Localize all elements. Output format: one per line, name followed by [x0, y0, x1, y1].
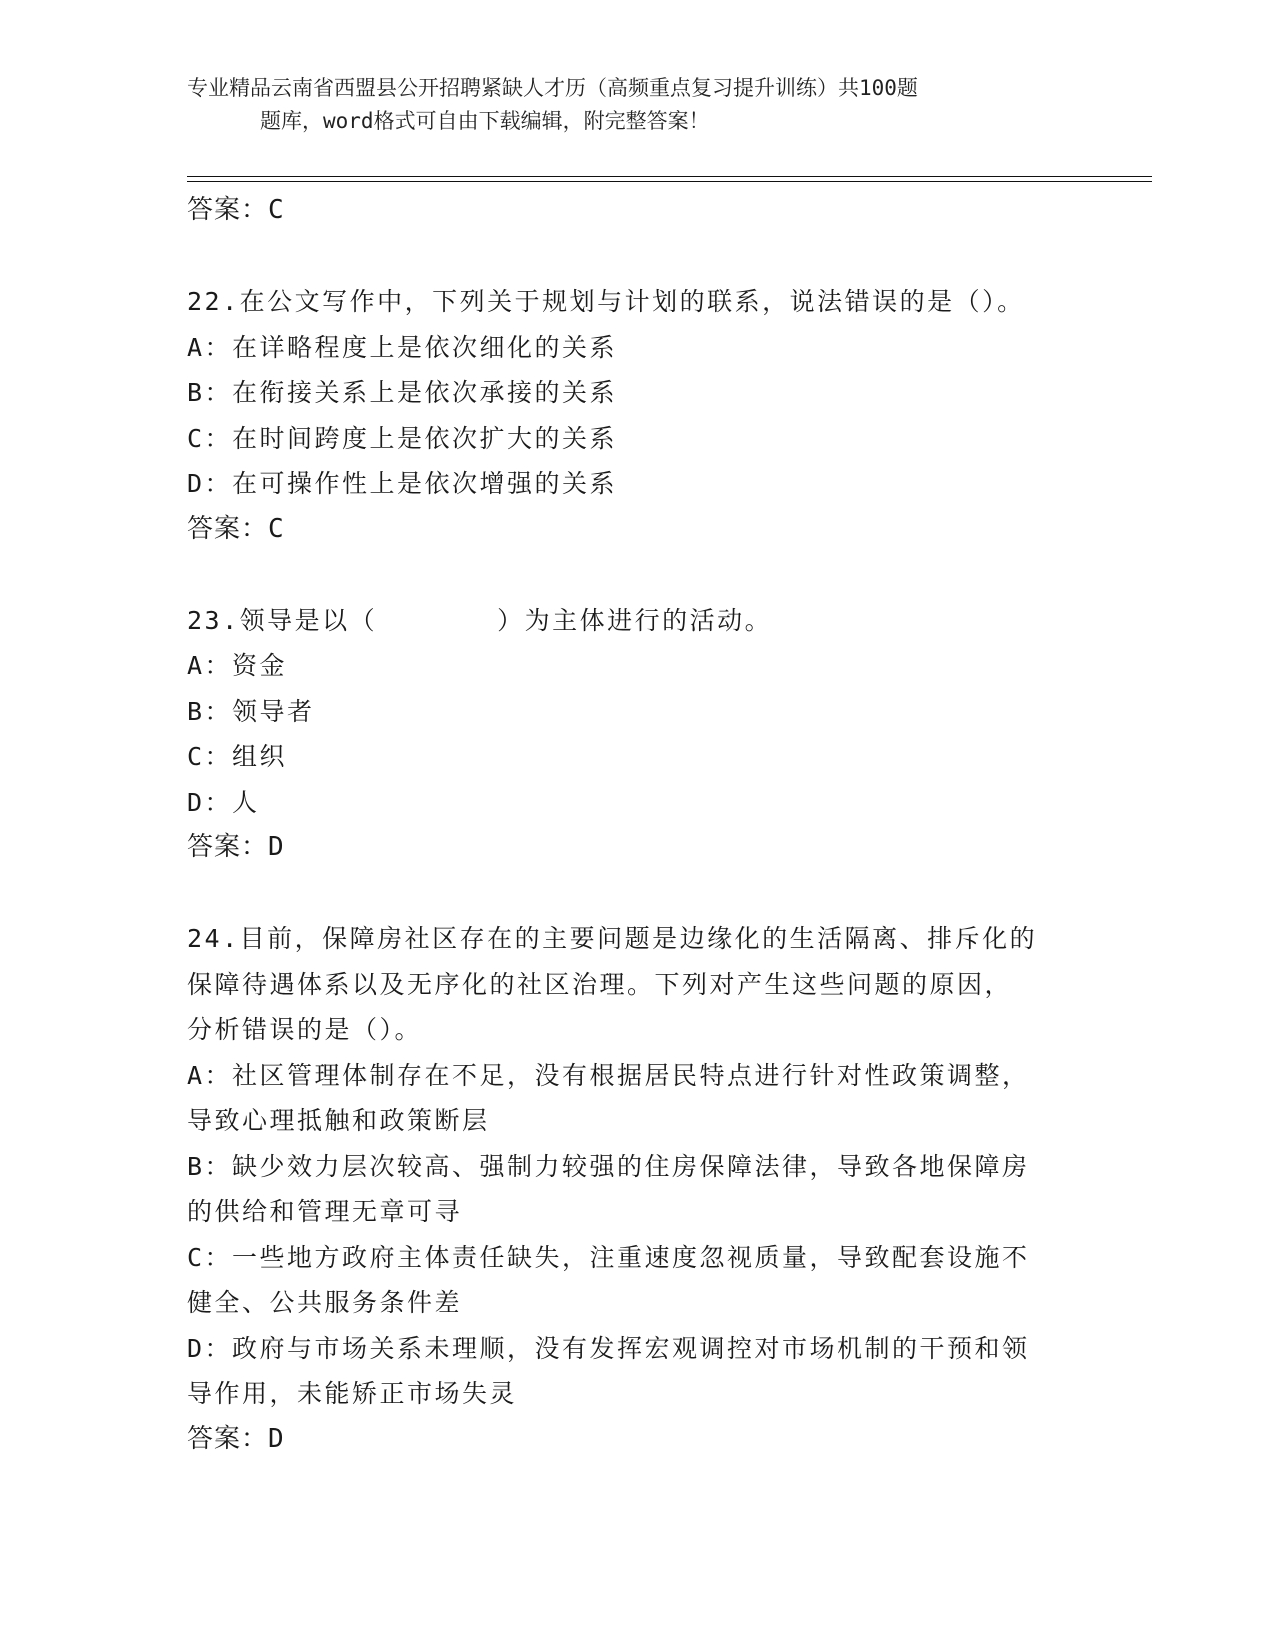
- answer-value: D: [268, 1423, 285, 1454]
- option-c-line-1: C：一些地方政府主体责任缺失，注重速度忽视质量，导致配套设施不: [187, 1242, 1030, 1272]
- question-stem-line-2: 保障待遇体系以及无序化的社区治理。下列对产生这些问题的原因，: [187, 969, 1013, 999]
- option-c: C：在时间跨度上是依次扩大的关系: [187, 423, 618, 453]
- header-divider-top: [187, 176, 1152, 177]
- header-title-line-1: 专业精品云南省西盟县公开招聘紧缺人才历（高频重点复习提升训练）共100题: [187, 76, 918, 100]
- option-a: A：在详略程度上是依次细化的关系: [187, 332, 618, 362]
- answer-line-prev: [187, 188, 1087, 234]
- question-stem: [187, 598, 1087, 644]
- option-a-line-2: 导致心理抵触和政策断层: [187, 1106, 490, 1135]
- answer-label: 答案：: [187, 1423, 269, 1454]
- question-stem-start: 23.领导是以（: [187, 605, 378, 635]
- question-stem-line-1: 24.目前，保障房社区存在的主要问题是边缘化的生活隔离、排斥化的: [187, 924, 1038, 953]
- option-a-line-1: A：社区管理体制存在不足，没有根据居民特点进行针对性政策调整，: [187, 1060, 1030, 1090]
- question-24: [187, 916, 1087, 1462]
- spacer: [187, 871, 1087, 917]
- option-d: D：在可操作性上是依次增强的关系: [187, 469, 618, 498]
- question-stem: 22.在公文写作中，下列关于规划与计划的联系，说法错误的是（）。: [187, 287, 1025, 316]
- header-divider-bottom: [187, 181, 1152, 182]
- option-b: B：领导者: [187, 696, 315, 726]
- question-stem-line-3: 分析错误的是（）。: [187, 1015, 423, 1044]
- question-22: [187, 279, 1087, 552]
- option-d-line-1: D：政府与市场关系未理顺，没有发挥宏观调控对市场机制的干预和领: [187, 1333, 1030, 1363]
- answer-line: [187, 825, 1087, 871]
- answer-line: [187, 1417, 1087, 1463]
- answer-value: C: [268, 195, 285, 225]
- answer-label: 答案：: [187, 195, 269, 225]
- answer-line: [187, 507, 1087, 553]
- answer-label: 答案：: [187, 832, 269, 862]
- answer-label: 答案：: [187, 513, 269, 544]
- question-content: [187, 188, 1087, 1462]
- option-c: C：组织: [187, 742, 288, 771]
- question-23: [187, 598, 1087, 871]
- spacer: [187, 234, 1087, 280]
- option-b: B：在衔接关系上是依次承接的关系: [187, 378, 618, 407]
- page-header: [187, 72, 1067, 138]
- header-title-line-2: 题库，word格式可自由下载编辑，附完整答案！: [260, 109, 710, 133]
- spacer: [187, 552, 1087, 598]
- option-b-line-2: 的供给和管理无章可寻: [187, 1197, 463, 1226]
- option-d: D：人: [187, 787, 260, 817]
- answer-value: C: [268, 513, 285, 544]
- option-c-line-2: 健全、公共服务条件差: [187, 1288, 463, 1317]
- option-b-line-1: B：缺少效力层次较高、强制力较强的住房保障法律，导致各地保障房: [187, 1151, 1030, 1181]
- question-stem-end: ）为主体进行的活动。: [497, 605, 773, 635]
- answer-value: D: [268, 832, 285, 862]
- option-a: A：资金: [187, 651, 288, 680]
- option-d-line-2: 导作用，未能矫正市场失灵: [187, 1379, 518, 1408]
